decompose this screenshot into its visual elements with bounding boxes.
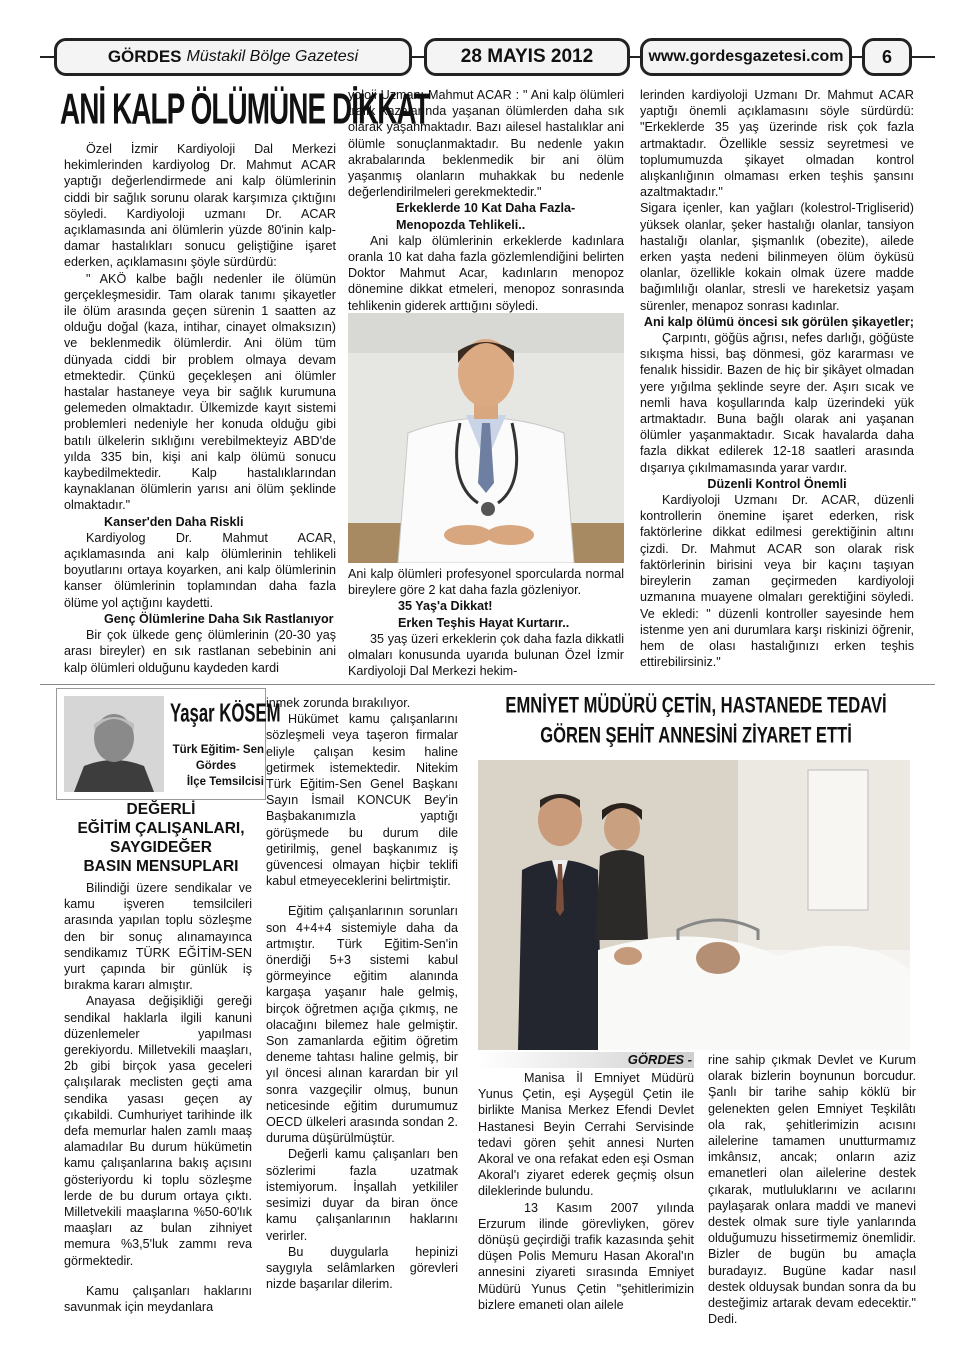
headline-line: GÖREN ŞEHİT ANNESİNİ ZİYARET ETTİ — [540, 722, 852, 748]
paragraph: " AKÖ kalbe bağlı nedenler ile ölümün gerçekleşmesidir. Tam olarak tanımı şikayetler ile ölüm arasında geçen sürenin 1 saatten az olduğu doğal (kaza, intihar, cinayet olmaksızın) ve beklenmedik ölümlerdir. Ani ölüm tüm dünyada ciddi bir problem olmaya devam etmektedir. Çünkü geçekleşen ani ölümler hastalar hastaneye veya bir sağlık kurumuna gelemeden olmaktadır. Ülkemizde kayıt sistemi problemleri nedeniyle her konuda olduğu gibi batılı ülkelerin sıklığını verebilmekteyiz ABD'de yılda 335 bin, kişi ani kalp ölümü sonucu kaybedilmektedir. Kalp hastalıklarından kaynaklanan ölümlerin yarısı ani ölüm şeklinde olmaktadır." — [64, 271, 336, 513]
paragraph: Çarpıntı, göğüs ağrısı, nefes darlığı, göğüste sıkışma hissi, baş dönmesi, göz kararması ve fenalık hissidir. Bazen de hiç bir şikâyet olmadan yere yığılma şeklinde seyre der. Aşırı sıcak ve nemli hava koşullarında kalp üzerindeki yük artmaktadır. Buna bağlı olarak ani yaşanan ölümler yaşanmaktadır. Sıcak havalarda daha fazla dikkat edilerek 12-18 saatleri arasında dışarıya çıkılmamasında yarar vardır. — [640, 331, 914, 475]
page-number-box — [862, 38, 912, 76]
subheading: Genç Ölümlerine Daha Sık Rastlanıyor — [104, 611, 334, 626]
column-title-line: DEĞERLİ — [126, 801, 196, 818]
article1-headline: ANİ KALP ÖLÜMÜNE DİKKAT — [60, 86, 430, 134]
subheading: Erken Teşhis Hayat Kurtarır.. — [398, 615, 570, 630]
paragraph: Bu duygularla hepinizi saygıyla selâmlarken görevleri nizde başarılar dilerim. — [266, 1244, 458, 1292]
paragraph: Sigara içenler, kan yağları (kolestrol-Trigliserid) yüksek olanlar, şeker hastalığı olanlar, tansiyon hastalığı olanlar, şişmanlık (obezite), ailede erken yaşta nedeni bilinmeyen ölüm öyküsü olanlar, özellikle kokain olmak üzere madde bağımlılığı olanlar, stresli ve hareketsiz yaşam sürenler, menapoz sonrası kadınlar. — [640, 201, 914, 313]
paragraph: lerinden kardiyoloji Uzmanı Dr. Mahmut ACAR yaptığı önemli açıklamasını söyle sürdürdü: "Erkeklerde 35 yaş üzerinde risk çok fazla artmaktadır. Özellikle sessiz seyretmesi ve toplumumuzda şikayet olmadan kontrol alışkanlığının olmaması erken teşhis şansını azaltmaktadır." — [640, 88, 914, 200]
columnist-portrait — [64, 696, 164, 792]
paragraph: Kardiyoloji Uzmanı Dr. ACAR, düzenli kontrollerin önemine işaret ederken, risk faktörlerine dikkat edilmesi gerektiğinin altını çizdi. Dr. Mahmut ACAR son olarak risk faktörlerinin birisini veya bir kaçını taşıyan bireylerin zaman geçirmeden kardiyoloji uzmanına muayene olmaları gerektiğini söyledi. Ve ekledi: " düzenli kontroller sayesinde hem istenme yen ani durumlara karşı riskinizi öğrenir, hem de olası hastalığınızı erken teşhis ettirebilirsiniz." — [640, 493, 914, 670]
paragraph: Ani kalp ölümlerinin erkeklerde kadınlara oranla 10 kat daha fazla gözlemlendiğini belirten Doktor Mahmut Acar, kadınların menopoz dönemine dikkat etmeleri, menopoz sonrasında tehlikenin giderek arttığını söyledi. — [348, 233, 624, 313]
article2-column2 — [266, 695, 458, 1292]
subheading: Erkeklerde 10 Kat Daha Fazla- Menopozda Tehlikeli.. — [396, 201, 576, 232]
website-box — [640, 38, 852, 76]
paragraph: Ani kalp ölümleri profesyonel sporcularda normal bireylere göre 2 kat daha fazla gözleniyor. — [348, 567, 624, 598]
paper-name: GÖRDES — [107, 47, 182, 66]
hospital-illustration — [478, 760, 910, 1050]
columnist-role: İlçe Temsilcisi — [186, 776, 264, 788]
article2-column1 — [64, 880, 252, 1315]
paragraph: Özel İzmir Kardiyoloji Dal Merkezi hekimlerinden kardiyolog Dr. Mahmut ACAR yaptığı değerlendirmede ani kalp ölümlerinin ciddi bir sağlık sorunu olarak karşımıza çıktığını söyledi. Kardiyoloji uzmanı Dr. ACAR açıklamasında ani ölümlerin yüzde 80'inin kalp-damar hastalıkları sonucu geliştiğine işaret ederken, açıklamasını şöyle sürdürdü: — [64, 142, 336, 270]
article3-headline — [470, 690, 922, 750]
doctor-illustration — [348, 313, 624, 563]
paragraph: Hükümet kamu çalışanlarını sözleşmeli veya taşeron firmalar eliyle çalışan kesim haline getirmek istemektedir. Nitekim Türk Eğitim-Sen Genel Başkanı Sayın İsmail KONCUK Bey'in Başbakanımızla yaptığı görüşmede bu durum dile getirilmiş, genel başkanımız iş güvencesi olmayan hiçbir teklifi kabul etmeyeceklerini belirtmiştir. — [266, 712, 458, 889]
paragraph: 35 yaş üzeri erkeklerin çok daha fazla dikkatli olmaları konusunda uyarıda bulunan Özel İzmir Kardiyoloji Dal Merkezi hekim- — [348, 631, 624, 679]
paragraph: inmek zorunda bırakılıyor. — [266, 696, 411, 710]
column-title-line: BASIN MENSUPLARI — [83, 858, 239, 875]
doctor-photo — [348, 313, 624, 563]
website-link[interactable]: www.gordesgazetesi.com — [648, 48, 844, 65]
issue-date: 28 MAYIS 2012 — [460, 46, 594, 67]
hospital-visit-photo — [478, 760, 910, 1050]
article1-column1 — [64, 141, 336, 676]
subheading: Ani kalp ölümü öncesi sık görülen şikayetler; — [643, 314, 914, 329]
paragraph: Kardiyolog Dr. Mahmut ACAR, açıklamasında ani kalp ölümlerinin tehlikeli boyutlarını ortaya koyarken, ani kalp ölümlerinin kanser ölümlerinin toplamından daha fazla ölüme yol açtığını kaydetti. — [64, 530, 336, 610]
article1-column3 — [640, 87, 914, 670]
columnist-place: Gördes — [195, 760, 237, 772]
columnist-org: Türk Eğitim- Sen — [172, 744, 264, 756]
paragraph: Manisa İl Emniyet Müdürü Yunus Çetin, eşi Ayşegül Çetin ile birlikte Manisa Merkez Efendi Devlet Hastanesi Beyin Cerrahi Servisinde tedavi gören şehit annesi Nurten Akoral ve ona refakat eden eşi Osman Akoral'ı ziyaret ederek geçmiş olsun dileklerinde bulundu. — [478, 1071, 694, 1199]
columnist-name: Yaşar KÖSEM — [170, 700, 281, 729]
paragraph: Anayasa değişikliği gereği sendikal haklarla ilgili kanuni düzenlemeler yapılması gerekiyordu. Milletvekili maaşları, 2b gibi birçok yasa geceleri çalışılarak meclisten geçti ama sendika yasası geçen ay çıkabildi. Cumhuriyet tarihinde ilk defa memurlar halen zamlı maaş alamadılar Bu durum hükümetin kamu çalışanlarına bakış açısını gösteriyordu ki toplu sözleşme lerde de bu durum ortaya çıktı. Milletvekili maaşlarına %50-60'lık maaşları az bulan zihniyet memura %3,5'luk zammı reva görmektedir. — [64, 994, 252, 1268]
article1-column2-bottom — [348, 566, 624, 679]
paragraph: Bilindiği üzere sendikalar ve kamu işveren temsilcileri arasında yapılan toplu sözleşme den bir sonuç alınamayınca sendikamız TÜRK EĞİTİM-SEN yurt çapında bir günlük iş bırakma kararı almıştır. — [64, 881, 252, 993]
masthead-box — [54, 38, 412, 76]
column-title — [56, 800, 266, 876]
subheading: Kanser'den Daha Riskli — [104, 514, 244, 529]
paragraph: 13 Kasım 2007 yılında Erzurum ilinde görevliyken, görev dönüşü geçirdiği trafik kazasında şehit düşen Polis Memuru Hasan Akoral'ın annesini ziyareti sırasında Emniyet Müdürü Yunus Çetin "şehitlerimizin bizlere emaneti olan ailele — [478, 1200, 694, 1312]
subheading: 35 Yaş'a Dikkat! — [398, 599, 493, 614]
column-title-line: EĞİTİM ÇALIŞANLARI, — [77, 820, 245, 837]
columnist-photo — [64, 696, 164, 792]
paper-subtitle: Müstakil Bölge Gazetesi — [186, 48, 359, 65]
subheading: Düzenli Kontrol Önemli — [707, 476, 847, 491]
paragraph: yoloji Uzmanı Mahmut ACAR : " Ani kalp ölümleri trafik kazalarında yaşanan ölümlerden daha sık olarak yaşanmaktadır. Bazı ailesel hastalıklar ani ölümle sonuçlanmaktadır. Bu nedenle yakın akrabalarında beklenmedik bir ani ölüm yaşanmış olanların muhakkak bu nedenle değerlendirilmeleri gerekmektedir." — [348, 88, 624, 200]
issue-date-box — [424, 38, 630, 76]
paragraph: Değerli kamu çalışanları ben sözlerimi fazla uzatmak istemiyorum. İnşallah yetkililer sesimizi duyar da biran önce kamu çalışanlarının haklarını verirler. — [266, 1147, 458, 1243]
column-title-line: SAYGIDEĞER — [110, 839, 212, 856]
headline-line: EMNİYET MÜDÜRÜ ÇETİN, HASTANEDE TEDAVİ — [505, 692, 887, 718]
article1-column2-top — [348, 87, 624, 314]
article3-column1 — [478, 1070, 694, 1313]
paragraph: rine sahip çıkmak Devlet ve Kurum olarak bizlerin boynunun borcudur. Şanlı bir tarihe sahip köklü bir gelenekten gelen Emniyet Teşkilâtı ola rak, şehitlerimizin acısını ailelerine tamamen unutturmamız imkânsız, ancak; onların aziz emanetleri olan ailelerine destek çıkarak, mutluluklarını ve acılarını paylaşarak onlara maddi ve manevi destek olmak sure tiyle yanlarında olduğumuzu hissetirmemiz önemlidir. Bizler de bugün bu amaçla buradayız. Bugüne kadar nasıl destek olduysak bundan sonra da bu desteğimiz artarak devam edecektir." Dedi. — [708, 1053, 916, 1327]
dateline: GÖRDES - — [627, 1052, 692, 1067]
section-divider — [40, 684, 935, 685]
paragraph: Kamu çalışanları haklarını savunmak için meydanlara — [64, 1283, 252, 1315]
paragraph: Eğitim çalışanlarının sorunları son 4+4+4 sistemiyle daha da artmıştır. Türk Eğitim-Sen'in önerdiği 5+3 sistemi kabul görmeyince eğitim alanında kargaşa yaşanır hale gelmiş, birçok öğretmen açığa çıkmış, ne olacağını bilemez hale gelmiştir. Son zamanlarda eğitim öğretim deneme tahtası haline gelmiş, bir yıl öncesi alınan karardan bir yıl sonra vazgeçilir olmuş, bunun neticesinde eğitim durumumuz OECD ülkeleri arasında sondan 2. duruma düşürülmüştür. — [266, 904, 458, 1146]
article3-column2 — [708, 1052, 916, 1327]
paragraph: Bir çok ülkede genç ölümlerinin (20-30 yaş arası bireyler) en sık rastlanan sebebinin ani kalp ölümleri olduğunu kaydeden kardi — [64, 628, 336, 675]
page-number: 6 — [881, 46, 892, 67]
